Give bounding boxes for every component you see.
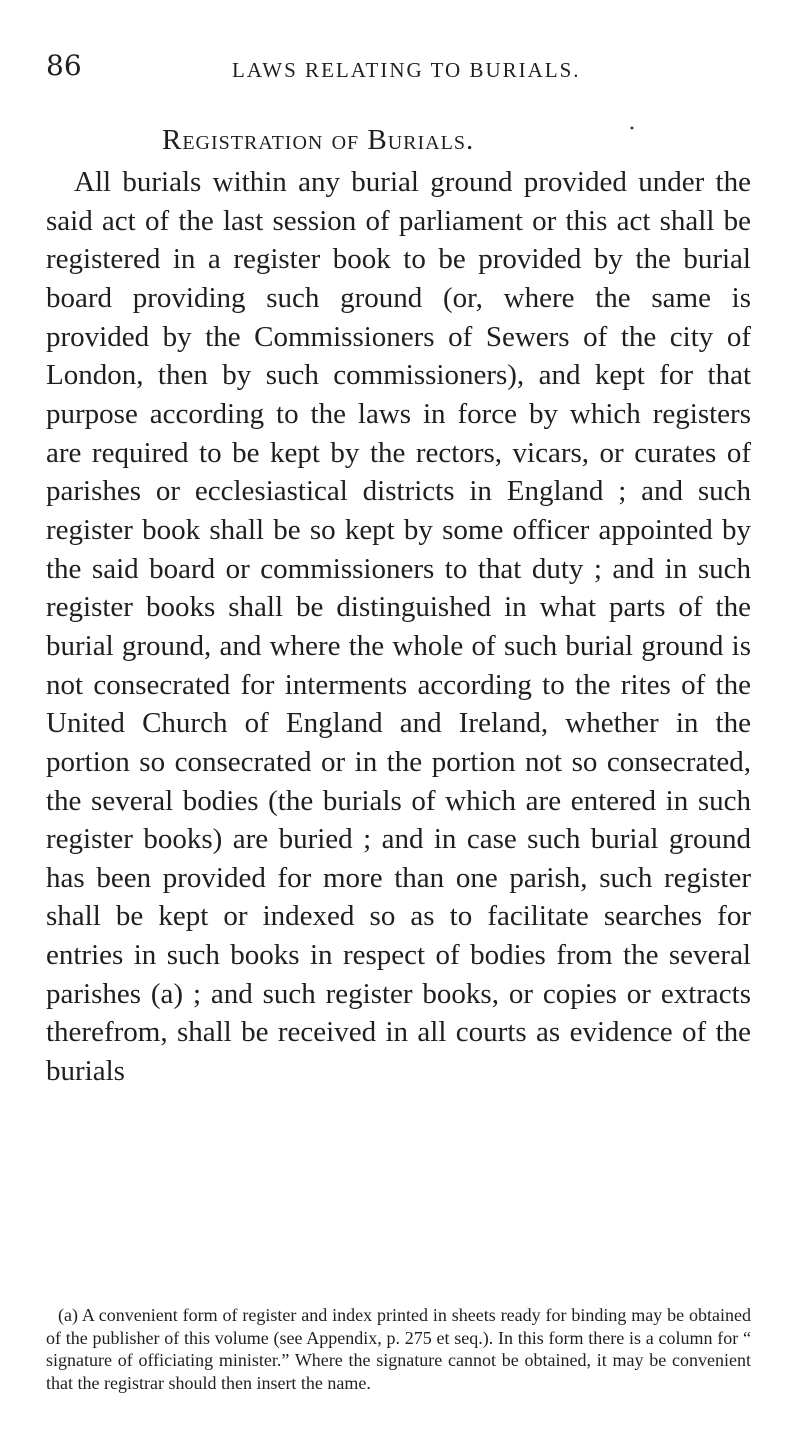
page-number: 86	[46, 49, 82, 82]
running-title: LAWS RELATING TO BURIALS.	[232, 58, 581, 82]
printing-mark: •	[629, 124, 635, 135]
body-paragraph: All burials within any burial ground provided under the said act of the last session of parliament or this act shall be registered in a register book to be provided by the burial board providing such ground (or, where the same is provided by the Commissioners of Sewers of the city of London, then by such commissioners), and kept for that purpose according to the laws in force by which registers are required to be kept by the rectors, vicars, or curates of parishes or ecclesiastical districts in England ; and such register book shall be so kept by some officer appointed by the said board or commissioners to that duty ; and in such register books shall be distinguished in what parts of the burial ground, and where the whole of such burial ground is not consecrated for interments according to the rites of the United Church of England and Ireland, whether in the portion so consecrated or in the portion not so consecrated, the several bodies (the burials of which are entered in such register books) are buried ; and in case such burial ground has been provided for more than one parish, such register shall be kept or indexed so as to facilitate searches for entries in such books in respect of bodies from the several parishes (a) ; and such register books, or copies or extracts therefrom, shall be received in all courts as evidence of the burials	[46, 166, 751, 1088]
section-title: Registration of Burials.	[162, 124, 475, 156]
footnote: (a) A convenient form of register and index printed in sheets ready for binding may be obtained of the publisher of this volume (see Appendix, p. 275 et seq.). In this form there is a column for “ signature of officiating minister.” Where the signature cannot be obtained, it may be convenient that the registrar should then insert the name.	[46, 1305, 751, 1393]
